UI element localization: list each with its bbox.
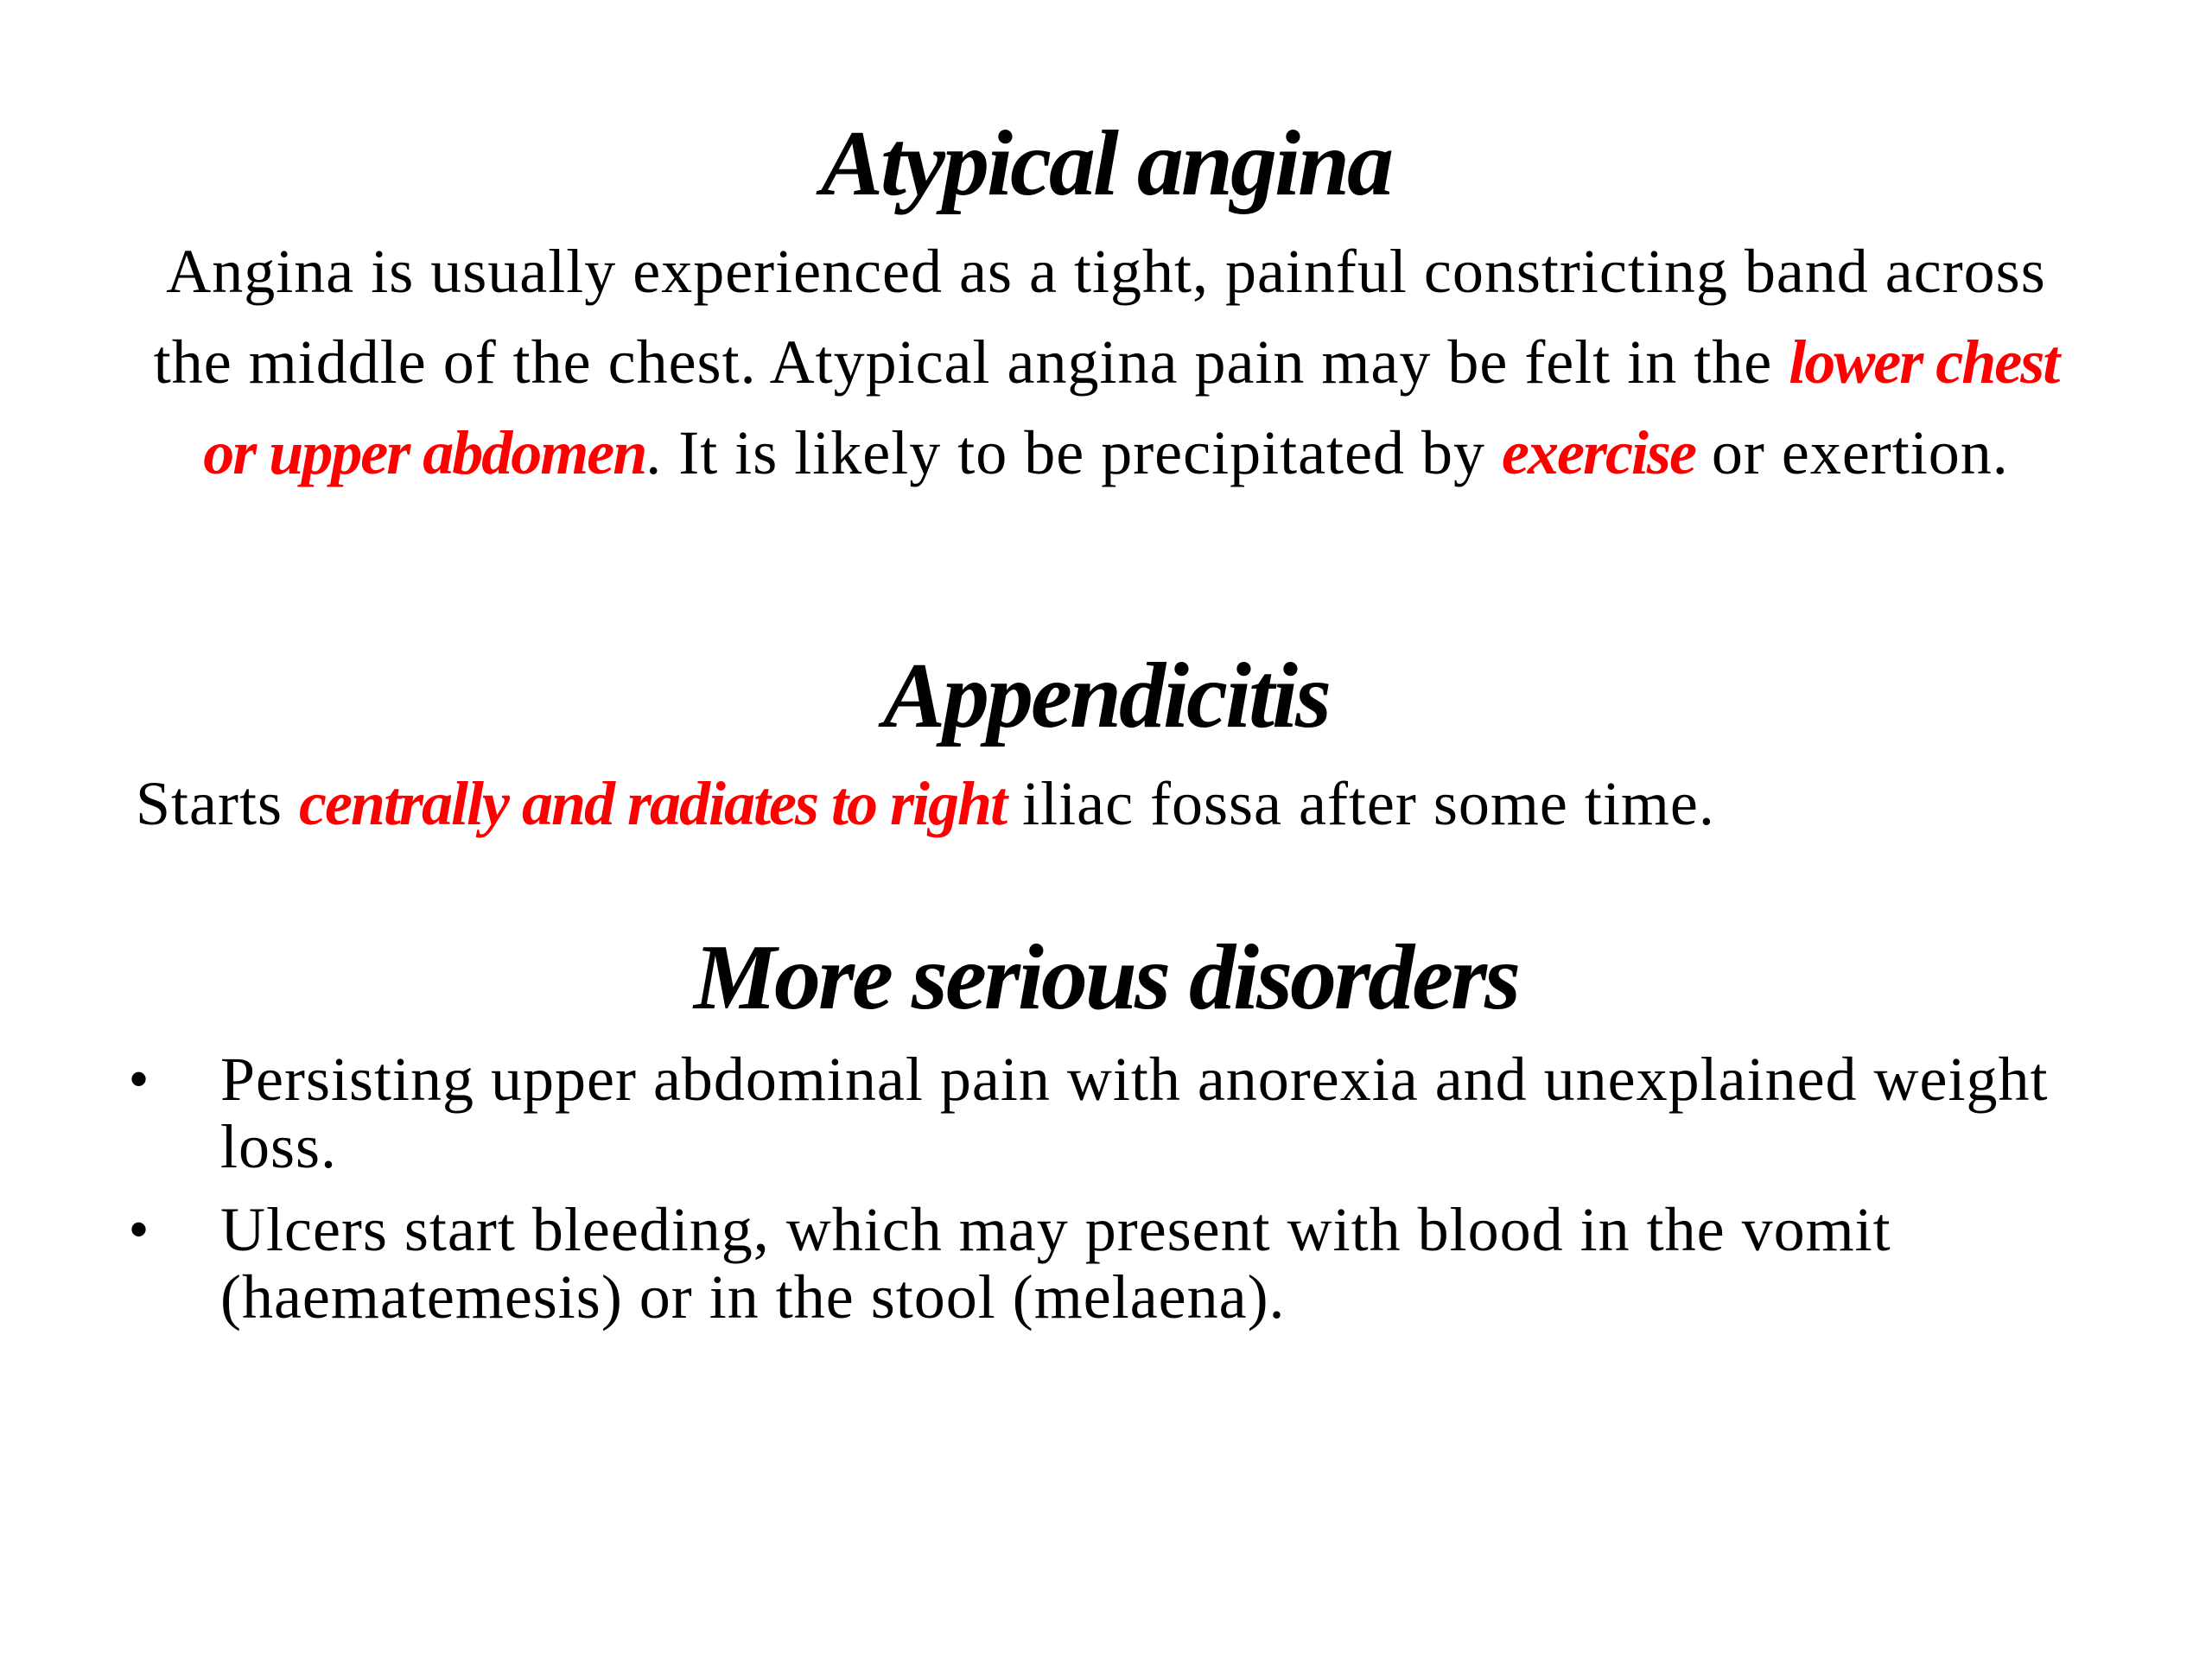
appendicitis-text-2: iliac fossa after some time. xyxy=(1006,769,1715,838)
disorders-list xyxy=(130,1046,2117,1346)
bullet-icon: • xyxy=(130,1050,149,1108)
list-item-text: Persisting upper abdominal pain with anorexia and unexplained weight loss. xyxy=(220,1045,2049,1181)
heading-appendicitis: Appendicitis xyxy=(882,645,1330,747)
list-item xyxy=(130,1046,2117,1180)
atypical-angina-text-3: or exertion. xyxy=(1694,418,2009,487)
atypical-angina-paragraph xyxy=(130,226,2082,499)
highlight-lower-chest: lower chest or upper abdomen xyxy=(203,327,2059,487)
appendicitis-paragraph xyxy=(136,760,2123,847)
appendicitis-text-1: Starts xyxy=(136,769,300,838)
highlight-centrally: centrally and radiates to right xyxy=(299,769,1007,838)
list-item xyxy=(130,1196,2117,1331)
heading-atypical-angina: Atypical angina xyxy=(820,112,1392,215)
heading-more-serious-disorders: More serious disorders xyxy=(693,926,1519,1029)
atypical-angina-text-2: . It is likely to be precipitated by xyxy=(645,418,1503,487)
atypical-angina-text-1: Angina is usually experienced as a tight, painful constricting band across the middle of the chest. Atypical angina pain may be felt in the xyxy=(153,237,2046,397)
highlight-exercise: exercise xyxy=(1502,418,1695,487)
bullet-icon: • xyxy=(130,1200,149,1258)
list-item-text: Ulcers start bleeding, which may present with blood in the vomit (haematemesis) or in the stool (melaena). xyxy=(220,1195,1891,1332)
